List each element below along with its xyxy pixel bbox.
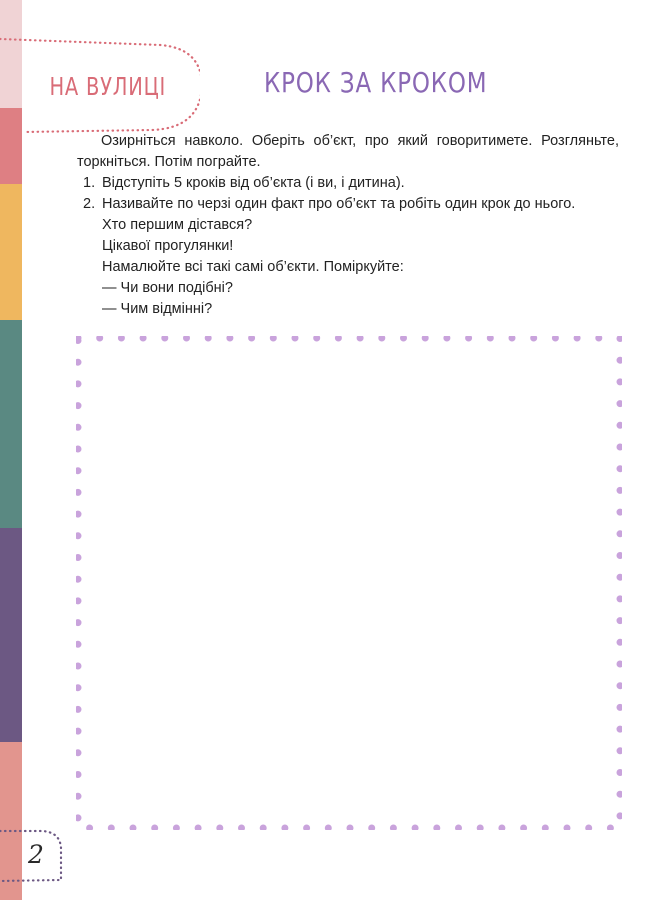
step-text: Відступіть 5 кроків від об’єкта (і ви, і дитина). <box>102 175 405 191</box>
discussion-question: — Чим відмінні? <box>102 301 213 317</box>
steps-list <box>77 173 619 215</box>
list-item <box>77 173 619 194</box>
step-number: 2. <box>83 196 96 212</box>
instructions <box>77 131 619 320</box>
wish-line: Цікавої прогулянки! <box>102 238 234 254</box>
follow-up-question: Хто першим дістався? <box>102 217 253 233</box>
intro-paragraph: Озирніться навколо. Оберіть об’єкт, про який говоритимете. Розгляньте, торкніться. Потім пограйте. <box>77 133 619 170</box>
edge-stripe-teal <box>0 320 22 528</box>
step-number: 1. <box>83 175 96 191</box>
edge-stripe-yellow <box>0 184 22 320</box>
section-label: НА ВУЛИЦІ <box>49 71 167 101</box>
page-number-badge <box>0 826 64 884</box>
list-item <box>77 194 619 215</box>
discussion-question: — Чи вони подібні? <box>102 280 233 296</box>
page-title: КРОК ЗА КРОКОМ <box>264 66 488 99</box>
page-number: 2 <box>28 840 44 869</box>
drawing-task: Намалюйте всі такі самі об’єкти. Поміркуйте: <box>102 259 404 275</box>
step-text: Називайте по черзі один факт про об’єкт та робіть один крок до нього. <box>102 196 576 212</box>
edge-stripe-purple <box>0 528 22 742</box>
section-tab <box>0 36 200 134</box>
drawing-area[interactable] <box>76 336 622 830</box>
